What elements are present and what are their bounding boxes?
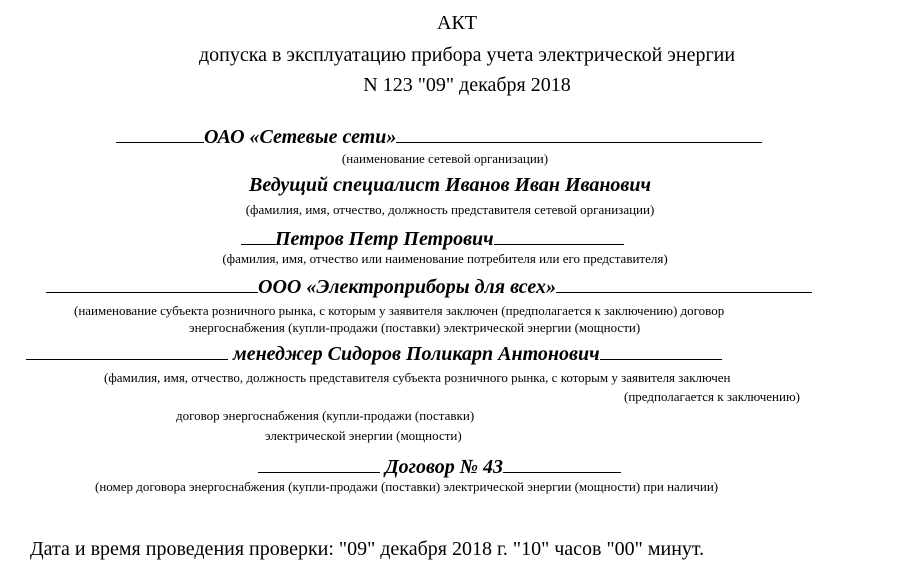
contract-value: Договор № 43 — [385, 456, 504, 478]
blank-line — [258, 454, 380, 473]
act-subtitle: допуска в эксплуатацию прибора учета электрической энергии — [198, 44, 736, 66]
retail-rep-field[interactable] — [26, 341, 722, 366]
retail-rep-caption-2: (предполагается к заключению) — [624, 389, 801, 404]
retail-rep-caption-4: электрической энергии (мощности) — [265, 428, 462, 443]
contract-field[interactable] — [258, 454, 621, 479]
contract-caption: (номер договора энергоснабжения (купли-продажи (поставки) электрической энергии (мощности) при наличии) — [95, 479, 719, 494]
blank-line — [556, 274, 812, 293]
consumer-field[interactable] — [241, 226, 624, 251]
consumer-caption: (фамилия, имя, отчество или наименование потребителя или его представителя) — [222, 251, 668, 266]
network-org-field[interactable] — [116, 124, 762, 149]
network-rep-field[interactable] — [0, 174, 900, 197]
retail-subject-caption-2: энергоснабжения (купли-продажи (поставки) электрической энергии (мощности) — [189, 320, 641, 335]
network-org-caption: (наименование сетевой организации) — [341, 151, 549, 166]
retail-rep-caption-1: (фамилия, имя, отчество, должность представителя субъекта розничного рынка, с которым у заявителя заключен — [104, 370, 731, 385]
retail-subject-caption-1: (наименование субъекта розничного рынка, с которым у заявителя заключен (предполагается к заключению) договор — [74, 303, 725, 318]
blank-line — [396, 124, 762, 143]
retail-rep-value: менеджер Сидоров Поликарп Антонович — [233, 343, 600, 365]
consumer-value: Петров Петр Петрович — [275, 228, 494, 250]
retail-subject-field[interactable] — [46, 274, 812, 299]
act-title: АКТ — [437, 12, 477, 34]
network-rep-caption: (фамилия, имя, отчество, должность представителя сетевой организации) — [245, 202, 655, 217]
retail-rep-caption-3: договор энергоснабжения (купли-продажи (поставки) — [176, 408, 475, 423]
network-rep-value: Ведущий специалист Иванов Иван Иванович — [249, 174, 651, 196]
act-number-line: N 123 "09" декабря 2018 — [363, 74, 571, 96]
blank-line — [241, 226, 275, 245]
blank-line — [503, 454, 621, 473]
blank-line — [600, 341, 722, 360]
blank-line — [494, 226, 624, 245]
blank-line — [46, 274, 258, 293]
inspection-datetime: Дата и время проведения проверки: "09" декабря 2018 г. "10" часов "00" минут. — [30, 538, 705, 560]
blank-line — [26, 341, 228, 360]
blank-line — [116, 124, 204, 143]
retail-subject-value: ООО «Электроприборы для всех» — [258, 276, 557, 298]
network-org-value: ОАО «Сетевые сети» — [204, 126, 397, 148]
